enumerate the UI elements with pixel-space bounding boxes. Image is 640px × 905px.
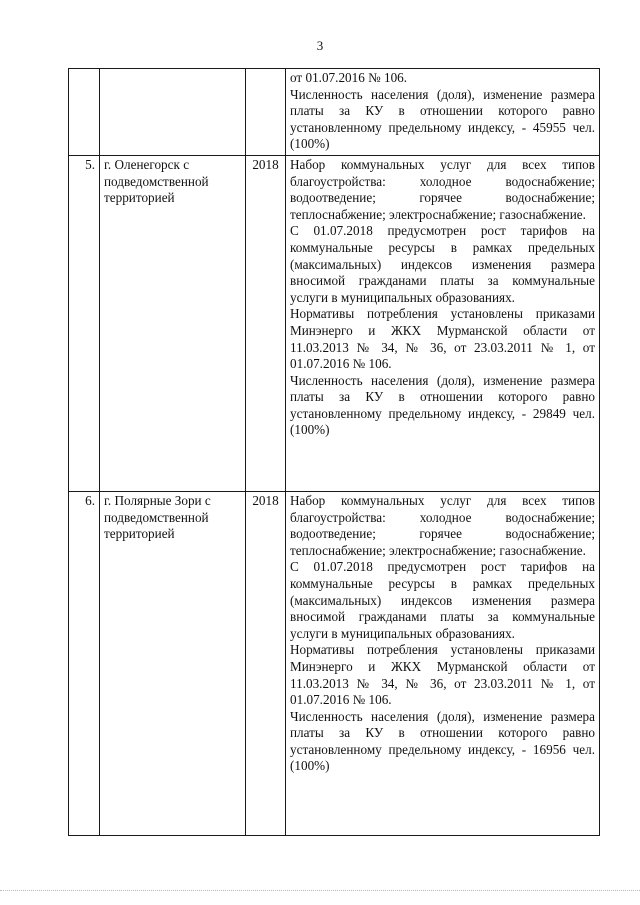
table-row-polyarnye-zori xyxy=(69,491,600,835)
row-number-cell: 6. xyxy=(69,491,100,835)
municipal-tariff-table xyxy=(68,68,600,836)
paragraph-tariff-growth: С 01.07.2018 предусмотрен рост тарифов на коммунальные ресурсы в рамках предельных (максимальных) индексов изменения размера вносимой гражданами платы за коммунальные услуги в муниципальных образованиях. xyxy=(290,223,595,305)
page-number: 3 xyxy=(316,38,324,53)
year-cell: 2018 xyxy=(246,155,286,491)
municipality-name-cell xyxy=(100,69,246,156)
row-number-cell xyxy=(69,69,100,156)
table-row-olenegorsk xyxy=(69,155,600,491)
description-cell xyxy=(286,69,600,156)
paragraph-population: Численность населения (доля), изменение размера платы за КУ в отношении которого равно установленному предельному индексу, - 29849 чел. (100%) xyxy=(290,372,595,438)
paragraph-order-ref: от 01.07.2016 № 106. xyxy=(290,70,408,85)
paragraph-tariff-growth: С 01.07.2018 предусмотрен рост тарифов на коммунальные ресурсы в рамках предельных (максимальных) индексов изменения размера вносимой гражданами платы за коммунальные услуги в муниципальных образованиях. xyxy=(290,559,595,641)
municipality-name-cell: г. Оленегорск с подведомственной территорией xyxy=(100,155,246,491)
paragraph-norms: Нормативы потребления установлены приказами Минэнерго и ЖКХ Мурманской области от 11.03.2013 № 34, № 36, от 23.03.2011 № 1, от 01.07.2016 № 106. xyxy=(290,306,595,372)
row-number-cell: 5. xyxy=(69,155,100,491)
paragraph-population: Численность населения (доля), изменение размера платы за КУ в отношении которого равно установленному предельному индексу, - 16956 чел. (100%) xyxy=(290,708,595,774)
scan-edge-line xyxy=(0,890,640,891)
paragraph-norms: Нормативы потребления установлены приказами Минэнерго и ЖКХ Мурманской области от 11.03.2013 № 34, № 36, от 23.03.2011 № 1, от 01.07.2016 № 106. xyxy=(290,642,595,708)
description-cell xyxy=(286,155,600,491)
year-cell xyxy=(246,69,286,156)
paragraph-services: Набор коммунальных услуг для всех типов благоустройства: холодное водоснабжение; водоотведение; горячее водоснабжение; теплоснабжение; электроснабжение; газоснабжение. xyxy=(290,156,595,222)
paragraph-services: Набор коммунальных услуг для всех типов благоустройства: холодное водоснабжение; водоотведение; горячее водоснабжение; теплоснабжение; электроснабжение; газоснабжение. xyxy=(290,492,595,558)
description-cell xyxy=(286,491,600,835)
municipality-name-cell: г. Полярные Зори с подведомственной территорией xyxy=(100,491,246,835)
paragraph-population: Численность населения (доля), изменение размера платы за КУ в отношении которого равно установленному предельному индексу, - 45955 чел. (100%) xyxy=(290,86,595,152)
year-cell: 2018 xyxy=(246,491,286,835)
table-row-continued xyxy=(69,69,600,156)
